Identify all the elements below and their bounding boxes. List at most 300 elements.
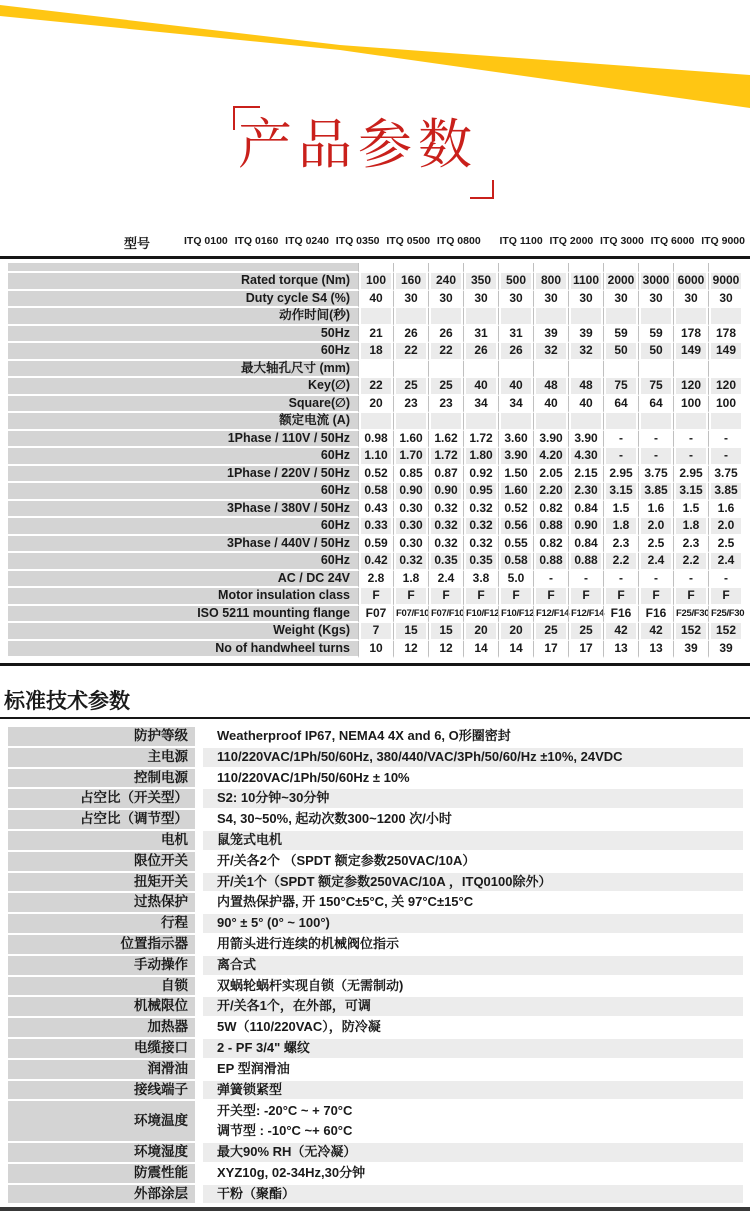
spec-cell: - — [673, 431, 708, 449]
spec-cell: 1.80 — [463, 448, 498, 466]
tech-row-label: 机械限位 — [8, 997, 195, 1018]
spec-cell: 5.0 — [498, 571, 533, 589]
spec-cell: F16 — [603, 606, 638, 624]
tech-row — [8, 977, 743, 998]
spec-cell: 22 — [393, 343, 428, 361]
spec-cell: 42 — [603, 623, 638, 641]
tech-row — [8, 810, 743, 831]
spec-cell: - — [708, 448, 743, 466]
spec-cell — [358, 361, 393, 379]
spec-cell: 20 — [358, 396, 393, 414]
spec-cell: 1.8 — [673, 518, 708, 536]
spec-cell: 0.88 — [533, 518, 568, 536]
spec-cell: 26 — [463, 343, 498, 361]
spec-cell: F07/F10 — [393, 606, 428, 624]
spec-row — [8, 606, 743, 624]
tech-row-value: 鼠笼式电机 — [203, 831, 743, 852]
tech-row-label: 位置指示器 — [8, 935, 195, 956]
spec-cell: 0.55 — [498, 536, 533, 554]
spec-cell: 30 — [428, 291, 463, 309]
spec-cell: 240 — [428, 273, 463, 291]
spec-cell — [638, 308, 673, 326]
spec-cell: 40 — [463, 378, 498, 396]
spec-cell: 59 — [638, 326, 673, 344]
spec-row — [8, 291, 743, 309]
spec-row — [8, 483, 743, 501]
tech-row-value: S2: 10分钟~30分钟 — [203, 789, 743, 810]
tech-row-label: 防震性能 — [8, 1164, 195, 1185]
spec-cell: 0.88 — [568, 553, 603, 571]
spec-cell: 3.60 — [498, 431, 533, 449]
spec-cell: 30 — [393, 291, 428, 309]
spec-cell: 32 — [533, 343, 568, 361]
spec-cell: 1.6 — [708, 501, 743, 519]
tech-row-label: 控制电源 — [8, 769, 195, 790]
tech-row — [8, 1185, 743, 1206]
spec-cell: 31 — [498, 326, 533, 344]
spec-cell: - — [603, 571, 638, 589]
spec-cell: 34 — [498, 396, 533, 414]
model-header: ITQ 2000 — [549, 235, 594, 247]
spec-cell: F25/F30 — [673, 606, 708, 624]
spec-cell: 23 — [428, 396, 463, 414]
spec-cell — [708, 263, 743, 273]
spec-cell: 23 — [393, 396, 428, 414]
spec-cell — [638, 413, 673, 431]
spec-cell: 2.4 — [708, 553, 743, 571]
tech-row-label: 加热器 — [8, 1018, 195, 1039]
spec-cell: 2.5 — [708, 536, 743, 554]
yellow-ribbon-shape — [0, 5, 750, 108]
spec-cell — [498, 308, 533, 326]
tech-row-label: 电机 — [8, 831, 195, 852]
tech-row — [8, 1143, 743, 1164]
spec-row-label: 3Phase / 440V / 50Hz — [8, 536, 358, 554]
spec-cell: 50 — [603, 343, 638, 361]
tech-row — [8, 748, 743, 769]
spec-cell: 120 — [673, 378, 708, 396]
spec-cell: 2.3 — [673, 536, 708, 554]
spec-cell: 178 — [673, 326, 708, 344]
spec-cell: 32 — [568, 343, 603, 361]
spec-cell: 30 — [673, 291, 708, 309]
spec-cell: 3.85 — [638, 483, 673, 501]
spec-row-label: Rated torque (Nm) — [8, 273, 358, 291]
spec-cell: 2.5 — [638, 536, 673, 554]
model-column-label: 型号 — [124, 236, 151, 251]
tech-section-title: 标准技术参数 — [4, 690, 130, 713]
models-list — [184, 235, 745, 247]
spec-row — [8, 623, 743, 641]
spec-cell: 39 — [708, 641, 743, 659]
tech-row-value — [203, 1101, 743, 1143]
spec-cell: 40 — [568, 396, 603, 414]
spec-cell: F12/F14 — [568, 606, 603, 624]
spec-cell: 30 — [463, 291, 498, 309]
tech-row-value: S4, 30~50%, 起动次数300~1200 次/小时 — [203, 810, 743, 831]
spec-cell — [358, 263, 393, 273]
spec-cell: F — [498, 588, 533, 606]
spec-cell — [708, 308, 743, 326]
spec-cell: 30 — [638, 291, 673, 309]
spec-row — [8, 501, 743, 519]
spec-cell: 350 — [463, 273, 498, 291]
spec-cell: 3000 — [638, 273, 673, 291]
tech-row — [8, 831, 743, 852]
spec-cell: 1.50 — [498, 466, 533, 484]
page-bottom-rule — [0, 1207, 750, 1211]
tech-row-label: 主电源 — [8, 748, 195, 769]
tech-row-value: 2 - PF 3/4" 螺纹 — [203, 1039, 743, 1060]
model-header: ITQ 3000 — [600, 235, 644, 247]
spec-cell: 40 — [533, 396, 568, 414]
tech-row-value: 开/关各2个 （SPDT 额定参数250VAC/10A） — [203, 852, 743, 873]
spec-cell: 10 — [358, 641, 393, 659]
spec-row-label: Duty cycle S4 (%) — [8, 291, 358, 309]
spec-row-label: 1Phase / 220V / 50Hz — [8, 466, 358, 484]
spec-cell: 2.2 — [673, 553, 708, 571]
spec-cell: 14 — [498, 641, 533, 659]
spec-cell: 30 — [708, 291, 743, 309]
spec-row-label: 60Hz — [8, 483, 358, 501]
tech-row-label: 电缆接口 — [8, 1039, 195, 1060]
spec-cell — [568, 263, 603, 273]
spec-cell: 25 — [568, 623, 603, 641]
spec-cell: 1.8 — [603, 518, 638, 536]
spec-cell: 30 — [498, 291, 533, 309]
tech-row-label: 润滑油 — [8, 1060, 195, 1081]
spec-cell: - — [673, 571, 708, 589]
spec-row-label: No of handwheel turns — [8, 641, 358, 659]
spec-cell — [638, 263, 673, 273]
spec-cell: 0.52 — [358, 466, 393, 484]
spec-cell: F — [533, 588, 568, 606]
spec-cell: 3.85 — [708, 483, 743, 501]
spec-cell: 64 — [638, 396, 673, 414]
tech-row-label: 过热保护 — [8, 893, 195, 914]
spec-cell: 25 — [428, 378, 463, 396]
spec-cell: F12/F14 — [533, 606, 568, 624]
spec-cell: - — [638, 571, 673, 589]
spec-cell — [568, 308, 603, 326]
spec-cell: 1100 — [568, 273, 603, 291]
spec-cell: 0.30 — [393, 536, 428, 554]
title-bracket-bottom-right-icon — [470, 180, 494, 199]
tech-row — [8, 1101, 743, 1143]
spec-cell: 800 — [533, 273, 568, 291]
spec-cell: F — [568, 588, 603, 606]
spec-cell: 0.90 — [393, 483, 428, 501]
spec-cell: - — [603, 431, 638, 449]
tech-row — [8, 873, 743, 894]
spec-cell: 2.95 — [673, 466, 708, 484]
spec-cell: 40 — [358, 291, 393, 309]
spec-cell — [393, 308, 428, 326]
tech-row-label: 行程 — [8, 914, 195, 935]
model-header: ITQ 1100 — [499, 235, 543, 247]
tech-row — [8, 852, 743, 873]
spec-cell: 34 — [463, 396, 498, 414]
tech-row — [8, 727, 743, 748]
spec-cell — [358, 413, 393, 431]
spec-cell: 2.15 — [568, 466, 603, 484]
spec-cell: 500 — [498, 273, 533, 291]
spec-cell: 2.0 — [638, 518, 673, 536]
spec-cell: 0.85 — [393, 466, 428, 484]
spec-row-label: Motor insulation class — [8, 588, 358, 606]
spec-cell: 17 — [568, 641, 603, 659]
spec-cell: 1.70 — [393, 448, 428, 466]
tech-row — [8, 789, 743, 810]
spec-row-label: 动作时间(秒) — [8, 308, 358, 326]
spec-cell: 3.90 — [568, 431, 603, 449]
spec-cell: 31 — [463, 326, 498, 344]
spec-cell: 6000 — [673, 273, 708, 291]
spec-cell: 0.32 — [463, 536, 498, 554]
tech-row-value: XYZ10g, 02-34Hz,30分钟 — [203, 1164, 743, 1185]
spec-cell: 0.84 — [568, 501, 603, 519]
spec-cell: 0.32 — [463, 501, 498, 519]
model-header: ITQ 6000 — [650, 235, 695, 247]
spec-cell — [463, 263, 498, 273]
spec-row-label: 60Hz — [8, 518, 358, 536]
spec-cell: 20 — [463, 623, 498, 641]
spec-cell: 4.20 — [533, 448, 568, 466]
spec-cell: 75 — [638, 378, 673, 396]
spec-row — [8, 361, 743, 379]
spec-cell: 59 — [603, 326, 638, 344]
spec-cell: - — [568, 571, 603, 589]
header-divider-rule — [0, 256, 750, 259]
spec-cell — [463, 308, 498, 326]
tech-row-label: 手动操作 — [8, 956, 195, 977]
tech-row-value: 90° ± 5° (0° ~ 100°) — [203, 914, 743, 935]
tech-row-value: 离合式 — [203, 956, 743, 977]
spec-cell: 30 — [568, 291, 603, 309]
spec-cell: 9000 — [708, 273, 743, 291]
spec-cell: 100 — [673, 396, 708, 414]
spec-cell: - — [708, 571, 743, 589]
spec-cell: F — [708, 588, 743, 606]
model-header: ITQ 0100 — [184, 235, 228, 247]
spec-cell: 3.90 — [498, 448, 533, 466]
tech-row-value: 用箭头进行连续的机械阀位指示 — [203, 935, 743, 956]
spec-row — [8, 553, 743, 571]
spec-row — [8, 263, 743, 273]
spec-cell — [638, 361, 673, 379]
spec-cell: 2.4 — [638, 553, 673, 571]
model-header: ITQ 0160 — [234, 235, 279, 247]
spec-cell — [673, 263, 708, 273]
tech-table — [8, 727, 743, 1205]
spec-cell: 0.35 — [463, 553, 498, 571]
spec-cell — [708, 361, 743, 379]
spec-cell: 12 — [393, 641, 428, 659]
spec-cell — [673, 361, 708, 379]
spec-cell: 4.30 — [568, 448, 603, 466]
spec-cell: 13 — [638, 641, 673, 659]
spec-cell: 64 — [603, 396, 638, 414]
spec-cell: 0.95 — [463, 483, 498, 501]
tech-row-label: 外部涂层 — [8, 1185, 195, 1206]
tech-row-label: 限位开关 — [8, 852, 195, 873]
spec-row-label: 50Hz — [8, 326, 358, 344]
spec-cell: 0.90 — [568, 518, 603, 536]
spec-cell: 152 — [708, 623, 743, 641]
spec-row — [8, 641, 743, 659]
tech-row-value: 内置热保护器, 开 150°C±5°C, 关 97°C±15°C — [203, 893, 743, 914]
tech-row-label: 自锁 — [8, 977, 195, 998]
spec-cell: 3.75 — [708, 466, 743, 484]
spec-cell: 1.5 — [673, 501, 708, 519]
tech-row-label: 环境温度 — [8, 1101, 195, 1143]
spec-row — [8, 518, 743, 536]
spec-cell — [498, 413, 533, 431]
spec-cell — [393, 263, 428, 273]
spec-cell: 100 — [358, 273, 393, 291]
spec-cell: 1.72 — [428, 448, 463, 466]
spec-row — [8, 466, 743, 484]
spec-cell — [603, 413, 638, 431]
spec-cell: F — [428, 588, 463, 606]
spec-cell: 2.2 — [603, 553, 638, 571]
spec-cell: 2.30 — [568, 483, 603, 501]
spec-cell: 178 — [708, 326, 743, 344]
spec-cell — [603, 308, 638, 326]
spec-cell: F07/F10 — [428, 606, 463, 624]
tech-row — [8, 956, 743, 977]
spec-cell: 0.32 — [428, 518, 463, 536]
tech-row-value: Weatherproof IP67, NEMA4 4X and 6, O形圈密封 — [203, 727, 743, 748]
tech-row-value: 110/220VAC/1Ph/50/60Hz, 380/440/VAC/3Ph/50/60/Hz ±10%, 24VDC — [203, 748, 743, 769]
spec-row-label: 额定电流 (A) — [8, 413, 358, 431]
page-title: 产品参数 — [238, 115, 478, 175]
spec-cell: 15 — [428, 623, 463, 641]
spec-cell: 1.72 — [463, 431, 498, 449]
tech-value-line: 开关型: -20°C ~ + 70°C — [217, 1103, 353, 1119]
spec-cell: F — [358, 588, 393, 606]
spec-cell: 0.32 — [428, 501, 463, 519]
spec-cell: 40 — [498, 378, 533, 396]
spec-cell: 0.32 — [393, 553, 428, 571]
spec-cell: 1.10 — [358, 448, 393, 466]
spec-cell: 15 — [393, 623, 428, 641]
spec-cell: 3.15 — [673, 483, 708, 501]
tech-row-value: 干粉（聚酯） — [203, 1185, 743, 1206]
spec-cell: 2.20 — [533, 483, 568, 501]
spec-row — [8, 396, 743, 414]
spec-cell — [568, 413, 603, 431]
tech-row-value: 开/关1个（SPDT 额定参数250VAC/10A ，ITQ0100除外） — [203, 873, 743, 894]
spec-row-label: 3Phase / 380V / 50Hz — [8, 501, 358, 519]
spec-cell: 0.82 — [533, 501, 568, 519]
spec-cell — [533, 361, 568, 379]
spec-cell: 0.43 — [358, 501, 393, 519]
spec-cell: 3.15 — [603, 483, 638, 501]
spec-row — [8, 326, 743, 344]
spec-cell: 18 — [358, 343, 393, 361]
spec-cell: 0.52 — [498, 501, 533, 519]
tech-row-value: 最大90% RH（无冷凝） — [203, 1143, 743, 1164]
model-header: ITQ 0350 — [335, 235, 380, 247]
tech-row — [8, 935, 743, 956]
spec-row — [8, 273, 743, 291]
spec-cell: 160 — [393, 273, 428, 291]
spec-cell: 48 — [568, 378, 603, 396]
tech-row — [8, 893, 743, 914]
model-header: ITQ 0500 — [386, 235, 431, 247]
spec-row-label: 60Hz — [8, 343, 358, 361]
spec-cell: 39 — [568, 326, 603, 344]
spec-cell — [498, 361, 533, 379]
spec-cell: 0.32 — [428, 536, 463, 554]
spec-row — [8, 343, 743, 361]
spec-cell: 22 — [428, 343, 463, 361]
spec-cell — [463, 361, 498, 379]
spec-cell: F07 — [358, 606, 393, 624]
spec-cell: 2.95 — [603, 466, 638, 484]
spec-row — [8, 448, 743, 466]
model-header: ITQ 0800 — [436, 235, 481, 247]
spec-cell: 1.6 — [638, 501, 673, 519]
spec-cell — [463, 413, 498, 431]
spec-table — [8, 263, 743, 658]
spec-cell: 12 — [428, 641, 463, 659]
tech-row-label: 占空比（开关型） — [8, 789, 195, 810]
spec-cell — [428, 361, 463, 379]
spec-cell: 3.8 — [463, 571, 498, 589]
spec-cell: 3.75 — [638, 466, 673, 484]
spec-cell: 1.5 — [603, 501, 638, 519]
tech-row — [8, 997, 743, 1018]
spec-cell — [358, 308, 393, 326]
model-header: ITQ 9000 — [701, 235, 745, 247]
spec-row-label: Square(∅) — [8, 396, 358, 414]
tech-row-value: 双蜗轮蜗杆实现自锁（无需制动) — [203, 977, 743, 998]
spec-cell: 149 — [673, 343, 708, 361]
spec-cell: F — [673, 588, 708, 606]
spec-cell: 0.30 — [393, 518, 428, 536]
spec-cell — [428, 413, 463, 431]
spec-row-label: Key(∅) — [8, 378, 358, 396]
spec-cell: 0.58 — [358, 483, 393, 501]
tech-row-label: 防护等级 — [8, 727, 195, 748]
spec-cell: 75 — [603, 378, 638, 396]
tech-row — [8, 914, 743, 935]
spec-cell: F10/F12 — [463, 606, 498, 624]
spec-cell: 0.35 — [428, 553, 463, 571]
spec-cell — [533, 308, 568, 326]
spec-cell: 2.4 — [428, 571, 463, 589]
spec-cell: - — [638, 448, 673, 466]
spec-cell: 0.58 — [498, 553, 533, 571]
spec-cell — [533, 263, 568, 273]
spec-cell: 25 — [393, 378, 428, 396]
tech-row-value: 开/关各1个，在外部，可调 — [203, 997, 743, 1018]
tech-row — [8, 1060, 743, 1081]
spec-cell — [603, 263, 638, 273]
spec-cell: 2.05 — [533, 466, 568, 484]
spec-row — [8, 571, 743, 589]
spec-cell: 0.87 — [428, 466, 463, 484]
tech-row — [8, 1018, 743, 1039]
spec-cell: 100 — [708, 396, 743, 414]
spec-cell: 42 — [638, 623, 673, 641]
tech-heading-rule — [0, 717, 750, 719]
spec-cell: F — [638, 588, 673, 606]
tech-row — [8, 1081, 743, 1102]
spec-cell: 14 — [463, 641, 498, 659]
